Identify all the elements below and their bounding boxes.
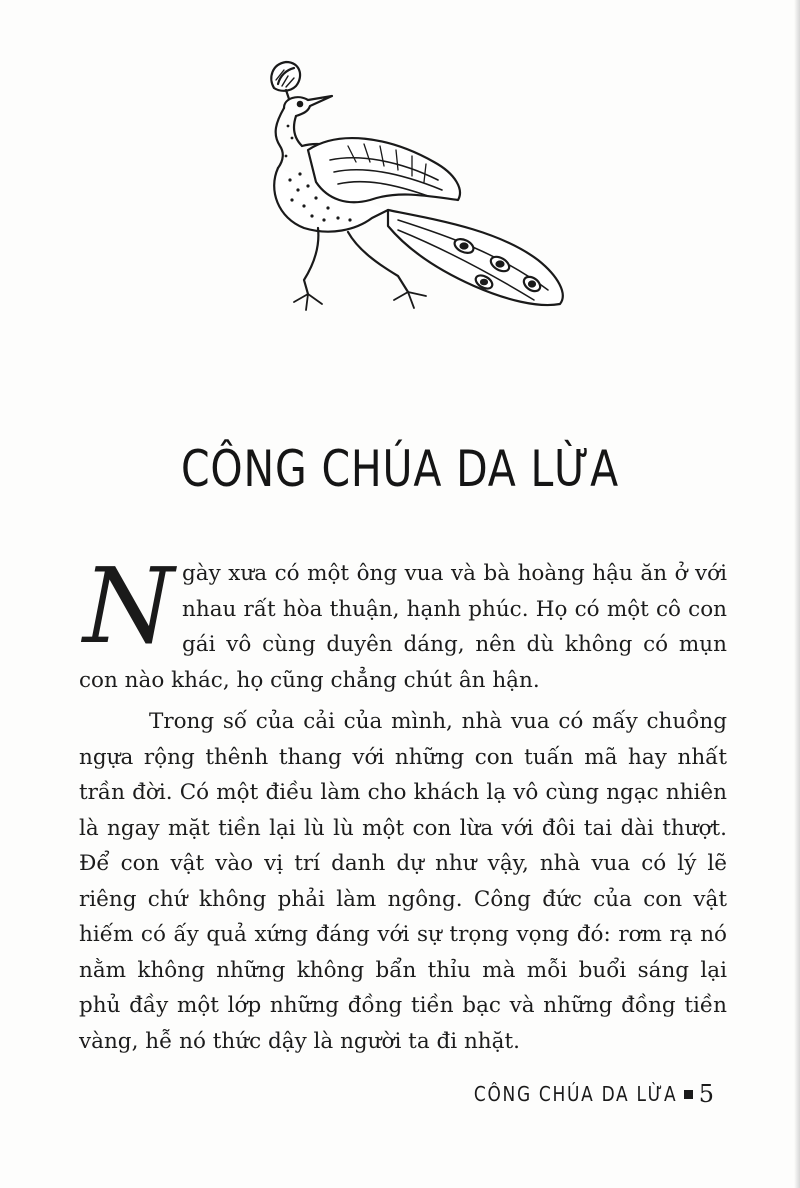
peacock-illustration <box>238 50 578 330</box>
paragraph-1-text: gày xưa có một ông vua và bà hoàng hậu ăn ở với nhau rất hòa thuận, hạnh phúc. Họ có một cô con gái vô cùng duyên dáng, nên dù không có mụn con nào khác, họ cũng chẳng chút ân hận. <box>79 561 727 693</box>
running-title: CÔNG CHÚA DA LỪA <box>474 1082 678 1106</box>
paragraph-1 <box>79 545 727 698</box>
square-separator-icon <box>684 1090 693 1099</box>
story-body <box>79 545 727 1059</box>
chapter-title: CÔNG CHÚA DA LỪA <box>180 440 620 498</box>
page-edge-shadow <box>794 0 800 1188</box>
page-number: 5 <box>698 1080 716 1108</box>
page-footer <box>438 1080 716 1108</box>
drop-cap: N <box>83 545 174 667</box>
paragraph-2: Trong số của cải của mình, nhà vua có mấy chuồng ngựa rộng thênh thang với những con tuấn mã hay nhất trần đời. Có một điều làm cho khách lạ vô cùng ngạc nhiên là ngay mặt tiền lại lù lù một con lừa với đôi tai dài thượt. Để con vật vào vị trí danh dự như vậy, nhà vua có lý lẽ riêng chứ không phải làm ngông. Công đức của con vật hiếm có ấy quả xứng đáng với sự trọng vọng đó: rơm rạ nó nằm không những không bẩn thỉu mà mỗi buổi sáng lại phủ đầy một lớp những đồng tiền bạc và những đồng tiền vàng, hễ nó thức dậy là người ta đi nhặt. <box>79 709 727 1054</box>
